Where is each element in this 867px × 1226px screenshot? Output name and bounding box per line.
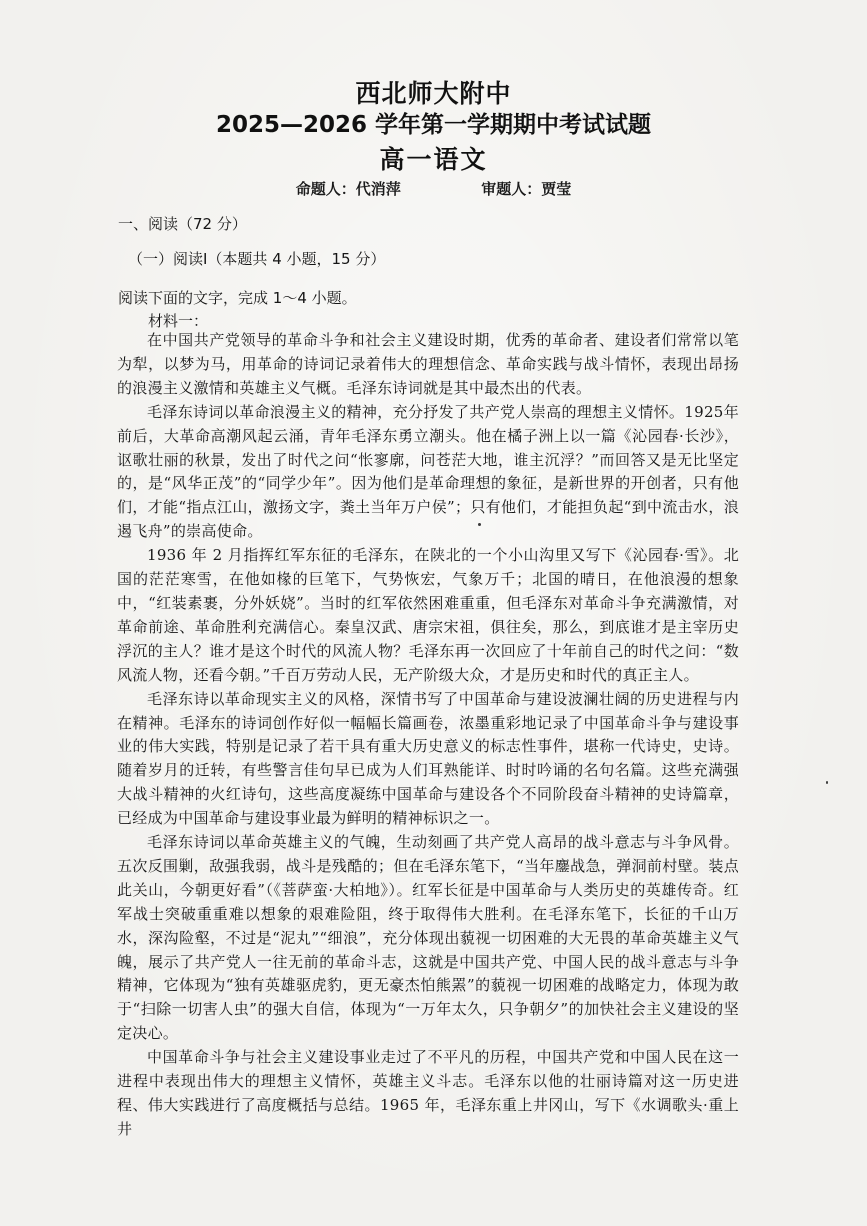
subsection-heading: （一）阅读Ⅰ（本题共 4 小题，15 分） xyxy=(128,250,386,268)
section-heading: 一、阅读（72 分） xyxy=(118,215,247,233)
paragraph: 毛泽东诗词以革命浪漫主义的精神，充分抒发了共产党人崇高的理想主义情怀。1925年前后，大革命高潮风起云涌，青年毛泽东勇立潮头。他在橘子洲上以一篇《沁园春·长沙》，讴歌壮丽的秋景，发出了时代之问“怅寥廓，问苍茫大地，谁主沉浮？”而回答又是无比坚定的，是“风华正茂”的“同学少年”。因为他们是革命理想的象征，是新世界的开创者，只有他们，才能“指点江山，激扬文字，粪土当年万户侯”；只有他们，才能担负起“到中流击水，浪遏飞舟”的崇高使命。 xyxy=(117,402,739,541)
paragraph: 毛泽东诗词以革命英雄主义的气魄，生动刻画了共产党人高昂的战斗意志与斗争风骨。五次反围剿，敌强我弱，战斗是残酷的；但在毛泽东笔下，“当年鏖战急，弹洞前村壁。装点此关山，今朝更好看”（《菩萨蛮·大柏地》）。红军长征是中国革命与人类历史的英雄传奇。红军战士突破重重难以想象的艰难险阻，终于取得伟大胜利。在毛泽东笔下，长征的千山万水，深沟险壑，不过是“泥丸”“细浪”，充分体现出藐视一切困难的大无畏的革命英雄主义气魄，展示了共产党人一往无前的革命斗志，这就是中国共产党、中国人民的战斗意志与斗争精神，它体现为“独有英雄驱虎豹，更无豪杰怕熊罴”的藐视一切困难的战略定力，体现为敢于“扫除一切害人虫”的强大自信，体现为“一万年太久，只争朝夕”的加快社会主义建设的坚定决心。 xyxy=(117,833,739,1043)
exam-makers xyxy=(0,178,867,199)
paragraph: 在中国共产党领导的革命斗争和社会主义建设时期，优秀的革命者、建设者们常常以笔为犁，以梦为马，用革命的诗词记录着伟大的理想信念、革命实践与战斗情怀，表现出昂扬的浪漫主义激情和英雄主义气概。毛泽东诗词就是其中最杰出的代表。 xyxy=(117,331,739,397)
reviewer-label: 审题人：贾莹 xyxy=(481,180,572,198)
paragraph: 中国革命斗争与社会主义建设事业走过了不平凡的历程，中国共产党和中国人民在这一进程中表现出伟大的理想主义情怀，英雄主义斗志。毛泽东以他的壮丽诗篇对这一历史进程、伟大实践进行了高度概括与总结。1965 年，毛泽东重上井冈山，写下《水调歌头·重上井 xyxy=(117,1048,739,1138)
material-label: 材料一： xyxy=(148,312,209,330)
scan-speck xyxy=(826,781,828,784)
school-name: 西北师大附中 xyxy=(355,79,512,108)
reading-passage xyxy=(117,329,739,1142)
scan-speck xyxy=(478,523,481,526)
author-label: 命题人：代消萍 xyxy=(295,180,401,198)
paragraph: 1936 年 2 月指挥红军东征的毛泽东，在陕北的一个小山沟里又写下《沁园春·雪》。北国的茫茫寒雪，在他如椽的巨笔下，气势恢宏，气象万千；北国的晴日，在他浪漫的想象中，“红装素裹，分外妖娆”。当时的红军依然困难重重，但毛泽东对革命斗争充满激情，对革命前途、革命胜利充满信心。秦皇汉武、唐宗宋祖，俱往矣，那么，到底谁才是主宰历史浮沉的主人？谁才是这个时代的风流人物？毛泽东再一次回应了十年前自己的时代之问：“数风流人物，还看今朝。”千百万劳动人民，无产阶级大众，才是历史和时代的真正主人。 xyxy=(117,546,739,684)
exam-title: 2025—2026 学年第一学期期中考试试题 xyxy=(215,112,652,138)
instruction-text: 阅读下面的文字，完成 1～4 小题。 xyxy=(118,289,357,307)
subject-title: 高一语文 xyxy=(379,145,488,174)
paragraph: 毛泽东诗以革命现实主义的风格，深情书写了中国革命与建设波澜壮阔的历史进程与内在精神。毛泽东的诗词创作好似一幅幅长篇画卷，浓墨重彩地记录了中国革命斗争与建设事业的伟大实践，特别是记录了若干具有重大历史意义的标志性事件，堪称一代诗史，史诗。随着岁月的迁转，有些警言佳句早已成为人们耳熟能详、时时吟诵的名句名篇。这些充满强大战斗精神的火红诗句，这些高度凝练中国革命与建设各个不同阶段奋斗精神的史诗篇章，已经成为中国革命与建设事业最为鲜明的精神标识之一。 xyxy=(117,689,739,828)
